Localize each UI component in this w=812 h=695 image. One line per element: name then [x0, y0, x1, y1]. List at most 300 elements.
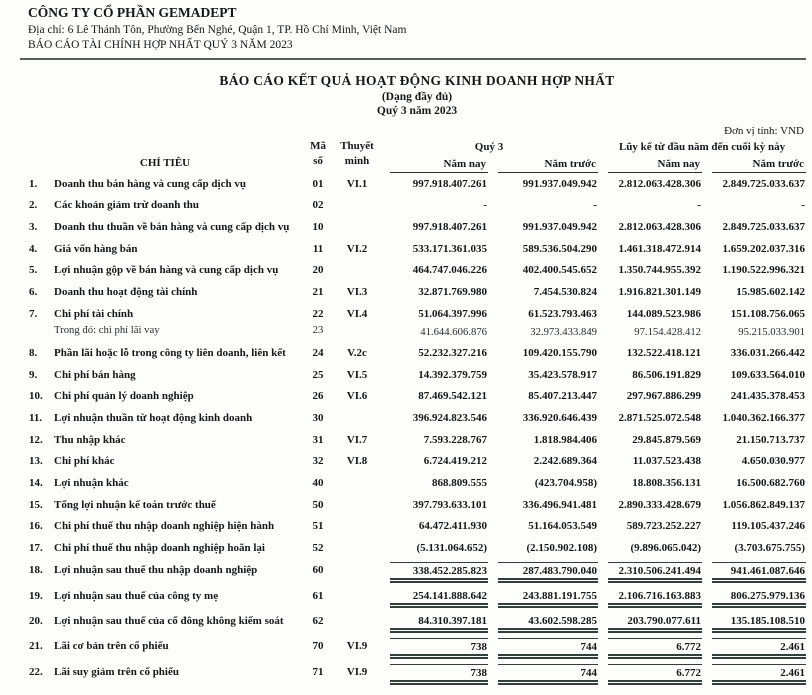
row-code: 26: [312, 390, 324, 403]
value-text: 941.461.087.646: [712, 562, 806, 583]
value-cell: [488, 559, 598, 585]
row-note: [334, 324, 380, 342]
value-cell: [598, 450, 702, 472]
value-cell: [488, 635, 598, 661]
value-text: -: [483, 199, 488, 212]
value-cell: [380, 324, 488, 342]
value-text: -: [801, 199, 806, 212]
title-subtitle-period: Quý 3 năm 2023: [376, 105, 458, 117]
value-text: 744: [498, 638, 598, 659]
value-text: 396.924.823.546: [412, 412, 488, 425]
value-cell: [702, 281, 806, 303]
value-text: 35.423.578.917: [528, 368, 598, 381]
value-cell: [598, 324, 702, 342]
row-label: Lãi suy giảm trên cổ phiếu: [54, 665, 179, 678]
row-note: VI.3: [346, 285, 368, 298]
value-text: 2.812.063.428.306: [618, 177, 702, 190]
value-cell: [380, 238, 488, 260]
value-text: 119.105.437.246: [731, 520, 806, 533]
value-cell: [702, 216, 806, 238]
row-number: 1.: [29, 177, 38, 190]
row-code: 20: [312, 264, 324, 277]
value-text: 336.031.266.442: [730, 347, 806, 360]
value-cell: [488, 407, 598, 429]
value-cell: [380, 303, 488, 325]
row-code: 11: [312, 242, 324, 255]
value-text: 868.809.555: [432, 477, 488, 490]
row-number: 22.: [29, 665, 43, 678]
value-text: 336.920.646.439: [522, 412, 598, 425]
value-cell: [488, 173, 598, 195]
value-cell: [702, 610, 806, 635]
page-title: BÁO CÁO KẾT QUẢ HOẠT ĐỘNG KINH DOANH HỢP NHẤT: [219, 73, 615, 88]
value-cell: [702, 364, 806, 386]
value-cell: [380, 429, 488, 451]
col-header-q3-current-label: Năm nay: [390, 157, 488, 173]
col-header-ytd-current-label: Năm nay: [608, 157, 702, 173]
value-cell: [380, 173, 488, 195]
value-cell: [702, 194, 806, 216]
value-cell: [488, 324, 598, 342]
value-text: 61.523.793.463: [528, 307, 598, 320]
value-text: 287.483.790.040: [498, 562, 598, 583]
row-number: 17.: [29, 541, 43, 554]
row-code: 62: [312, 614, 324, 627]
table-header: [28, 139, 806, 173]
row-code: 21: [312, 285, 324, 298]
row-note: [334, 537, 380, 559]
col-group-q3: Quý 3: [474, 141, 504, 154]
row-code: 51: [312, 520, 324, 533]
title-subtitle-form: (Dạng đầy đủ): [381, 91, 453, 103]
value-cell: [488, 342, 598, 364]
value-text: 64.472.411.930: [418, 520, 488, 533]
table-row: [28, 385, 806, 407]
value-text: 1.916.821.301.149: [618, 285, 702, 298]
col-header-code-line1: Mã: [310, 140, 326, 152]
row-number: 2.: [29, 199, 38, 212]
row-note: VI.6: [346, 390, 368, 403]
row-note: [334, 515, 380, 537]
row-code: 50: [312, 498, 324, 511]
value-text: 338.452.285.823: [390, 562, 488, 583]
header-divider: [20, 58, 806, 60]
value-cell: [380, 259, 488, 281]
value-text: (423.704.958): [534, 477, 598, 490]
row-label: Lợi nhuận sau thuế của công ty mẹ: [54, 589, 219, 602]
value-text: 85.407.213.447: [528, 390, 598, 403]
value-cell: [488, 537, 598, 559]
value-cell: [702, 537, 806, 559]
value-text: 6.772: [608, 638, 702, 659]
value-text: 7.593.228.767: [423, 433, 488, 446]
value-cell: [598, 429, 702, 451]
value-cell: [702, 429, 806, 451]
value-text: 1.461.318.472.914: [618, 242, 702, 255]
value-cell: [488, 385, 598, 407]
table-row: [28, 324, 806, 342]
value-text: 151.108.756.065: [730, 307, 806, 320]
value-text: 14.392.379.759: [418, 368, 488, 381]
row-note: V.2c: [347, 347, 367, 360]
value-cell: [598, 515, 702, 537]
row-number: 7.: [29, 307, 38, 320]
row-number: 19.: [29, 589, 43, 602]
row-label: Lợi nhuận gộp về bán hàng và cung cấp dịch vụ: [54, 264, 279, 277]
value-cell: [488, 610, 598, 635]
value-text: 2.242.689.364: [533, 455, 598, 468]
value-cell: [702, 515, 806, 537]
value-cell: [380, 585, 488, 610]
row-note: [334, 494, 380, 516]
value-text: 806.275.979.136: [712, 588, 806, 608]
row-code: 10: [312, 220, 324, 233]
value-cell: [702, 173, 806, 195]
row-number: 8.: [29, 347, 38, 360]
col-header-note-line2: minh: [344, 154, 370, 167]
value-cell: [380, 216, 488, 238]
value-text: 32.973.433.849: [530, 326, 598, 339]
company-address: Địa chỉ: 6 Lê Thánh Tôn, Phường Bến Nghé, Quận 1, TP. Hồ Chí Minh, Việt Nam: [28, 24, 407, 36]
value-text: 1.040.362.166.377: [722, 412, 806, 425]
col-header-item: CHỈ TIÊU: [139, 156, 191, 169]
value-cell: [598, 610, 702, 635]
row-label: Lãi cơ bản trên cổ phiếu: [54, 639, 169, 652]
value-text: 86.506.191.829: [632, 368, 702, 381]
value-text: 132.522.418.121: [626, 347, 702, 360]
row-note: [334, 194, 380, 216]
value-cell: [702, 585, 806, 610]
value-text: 144.089.523.986: [626, 307, 702, 320]
value-cell: [598, 494, 702, 516]
row-label: Chi phí thuế thu nhập doanh nghiệp hiện hành: [54, 520, 275, 533]
value-text: 397.793.633.101: [412, 498, 488, 511]
value-text: (2.150.902.108): [526, 541, 598, 554]
value-cell: [598, 385, 702, 407]
row-note: VI.7: [346, 433, 368, 446]
value-cell: [488, 281, 598, 303]
value-cell: [380, 194, 488, 216]
title-block: [28, 73, 806, 117]
value-cell: [488, 238, 598, 260]
table-row: [28, 364, 806, 386]
value-cell: [702, 259, 806, 281]
table-row: [28, 537, 806, 559]
row-note: VI.1: [346, 177, 368, 190]
value-cell: [488, 194, 598, 216]
row-label: Chi phí bán hàng: [54, 368, 136, 381]
value-text: 109.420.155.790: [522, 347, 598, 360]
value-text: 16.500.682.760: [736, 477, 806, 490]
row-number: 6.: [29, 285, 38, 298]
table-row: [28, 216, 806, 238]
value-text: 29.845.879.569: [632, 433, 702, 446]
row-note: VI.8: [346, 455, 368, 468]
value-cell: [380, 635, 488, 661]
table-row: [28, 494, 806, 516]
value-text: 15.985.602.142: [736, 285, 806, 298]
col-header-ytd-prior: [702, 154, 806, 173]
row-label: Phần lãi hoặc lỗ trong công ty liên doanh, liên kết: [54, 347, 286, 360]
table-row: [28, 407, 806, 429]
value-text: 464.747.046.226: [412, 264, 488, 277]
value-cell: [598, 661, 702, 687]
col-header-q3-prior: [488, 154, 598, 173]
value-text: 997.918.407.261: [412, 220, 488, 233]
value-cell: [488, 661, 598, 687]
value-cell: [598, 238, 702, 260]
value-text: 51.164.053.549: [528, 520, 598, 533]
row-code: 61: [312, 589, 324, 602]
value-cell: [702, 385, 806, 407]
row-number: 16.: [29, 520, 43, 533]
value-text: 97.154.428.412: [634, 326, 702, 339]
row-number: [28, 324, 54, 342]
value-text: 1.190.522.996.321: [722, 264, 806, 277]
value-cell: [380, 407, 488, 429]
value-text: 2.871.525.072.548: [618, 412, 702, 425]
value-cell: [702, 494, 806, 516]
row-note: [334, 259, 380, 281]
value-text: 991.937.049.942: [522, 177, 598, 190]
row-number: 10.: [29, 390, 43, 403]
value-cell: [702, 238, 806, 260]
value-cell: [380, 610, 488, 635]
value-text: 991.937.049.942: [522, 220, 598, 233]
row-code: 25: [312, 368, 324, 381]
row-note: VI.5: [346, 368, 368, 381]
row-label: Lợi nhuận sau thuế của cổ đông không kiểm soát: [54, 614, 284, 627]
row-note: VI.4: [346, 307, 368, 320]
value-text: 41.644.606.876: [420, 326, 488, 339]
row-label: Chi phí khác: [54, 455, 115, 468]
value-text: 7.454.530.824: [533, 285, 598, 298]
row-code: 01: [312, 177, 324, 190]
table-row: [28, 472, 806, 494]
value-text: 203.790.077.611: [608, 613, 702, 633]
value-cell: [598, 259, 702, 281]
col-header-q3-prior-label: Năm trước: [498, 157, 598, 173]
row-note: [334, 559, 380, 585]
col-group-ytd: Lũy kế từ đầu năm đến cuối kỳ này: [618, 141, 786, 154]
value-cell: [702, 407, 806, 429]
table-row: [28, 429, 806, 451]
value-cell: [598, 364, 702, 386]
table-row: [28, 450, 806, 472]
value-cell: [488, 585, 598, 610]
row-label: Doanh thu hoạt động tài chính: [54, 285, 198, 298]
value-text: 4.650.030.977: [741, 455, 806, 468]
table-row: [28, 515, 806, 537]
report-table-body: [28, 173, 806, 687]
row-number: 3.: [29, 220, 38, 233]
company-name: CÔNG TY CỔ PHẦN GEMADEPT: [28, 5, 237, 20]
value-text: 2.812.063.428.306: [618, 220, 702, 233]
value-text: 997.918.407.261: [412, 177, 488, 190]
value-cell: [488, 364, 598, 386]
row-code: 40: [312, 477, 324, 490]
row-number: 5.: [29, 264, 38, 277]
value-text: 95.215.033.901: [738, 326, 806, 339]
col-header-ytd-current: [598, 154, 702, 173]
value-text: 589.723.252.227: [626, 520, 702, 533]
row-code: 52: [312, 541, 324, 554]
row-code: 24: [312, 347, 324, 360]
value-text: 51.064.397.996: [418, 307, 488, 320]
value-text: 32.871.769.980: [418, 285, 488, 298]
value-cell: [702, 661, 806, 687]
row-note: [334, 585, 380, 610]
value-text: (9.896.065.042): [630, 541, 702, 554]
row-code: 70: [312, 639, 324, 652]
row-number: 18.: [29, 563, 43, 576]
table-row: [28, 281, 806, 303]
value-text: 738: [390, 638, 488, 659]
table-row: [28, 610, 806, 635]
row-label: Giá vốn hàng bán: [54, 242, 138, 255]
value-cell: [380, 494, 488, 516]
row-code: 30: [312, 412, 324, 425]
row-code: 22: [312, 307, 324, 320]
value-cell: [380, 661, 488, 687]
value-cell: [598, 537, 702, 559]
value-text: -: [697, 199, 702, 212]
col-header-q3-current: [380, 154, 488, 173]
table-row: [28, 194, 806, 216]
value-text: 11.037.523.438: [632, 455, 702, 468]
row-note: [334, 472, 380, 494]
table-row: [28, 303, 806, 325]
value-text: 1.056.862.849.137: [722, 498, 806, 511]
row-label: Chi phí thuế thu nhập doanh nghiệp hoãn lại: [54, 541, 265, 554]
row-label: Doanh thu bán hàng và cung cấp dịch vụ: [54, 177, 246, 190]
unit-label: Đơn vị tính: VND: [724, 125, 804, 137]
value-text: 1.350.744.955.392: [618, 264, 702, 277]
table-row: [28, 661, 806, 687]
row-label: Lợi nhuận khác: [54, 477, 129, 490]
row-label: Trong đó: chi phí lãi vay: [54, 324, 160, 337]
row-label: Doanh thu thuần về bán hàng và cung cấp dịch vụ: [54, 220, 290, 233]
value-text: -: [593, 199, 598, 212]
value-cell: [702, 472, 806, 494]
value-text: 2.106.716.163.883: [608, 588, 702, 608]
value-cell: [702, 303, 806, 325]
value-text: 6.724.419.212: [423, 455, 488, 468]
value-cell: [598, 635, 702, 661]
value-text: 52.232.327.216: [418, 347, 488, 360]
row-note: [334, 610, 380, 635]
value-cell: [380, 450, 488, 472]
value-cell: [488, 259, 598, 281]
value-cell: [380, 515, 488, 537]
row-label: Tổng lợi nhuận kế toán trước thuế: [54, 498, 216, 511]
value-cell: [488, 494, 598, 516]
value-cell: [380, 364, 488, 386]
table-row: [28, 585, 806, 610]
value-text: 18.808.356.131: [632, 477, 702, 490]
value-text: 2.461: [712, 638, 806, 659]
value-cell: [380, 385, 488, 407]
value-text: 21.150.713.737: [736, 433, 806, 446]
value-text: 589.536.504.290: [522, 242, 598, 255]
value-text: 336.496.941.481: [522, 498, 598, 511]
value-cell: [598, 585, 702, 610]
row-label: Lợi nhuận thuần từ hoạt động kinh doanh: [54, 412, 253, 425]
row-code: 31: [312, 433, 324, 446]
row-number: 12.: [29, 433, 43, 446]
value-text: (5.131.064.652): [416, 541, 488, 554]
table-row: [28, 238, 806, 260]
value-text: 2.849.725.033.637: [722, 177, 806, 190]
row-code: 60: [312, 563, 324, 576]
row-number: 9.: [29, 368, 38, 381]
col-header-note-line1: Thuyết: [340, 140, 374, 152]
col-header-code-line2: số: [313, 154, 323, 167]
value-cell: [488, 472, 598, 494]
row-number: 15.: [29, 498, 43, 511]
value-cell: [598, 173, 702, 195]
value-cell: [702, 559, 806, 585]
value-text: 2.890.333.428.679: [618, 498, 702, 511]
row-label: Thu nhập khác: [54, 433, 126, 446]
row-label: Chi phí tài chính: [54, 307, 134, 320]
value-cell: [380, 342, 488, 364]
row-note: VI.2: [346, 242, 368, 255]
col-header-note: [334, 139, 380, 173]
row-label: Các khoản giảm trừ doanh thu: [54, 199, 200, 212]
value-cell: [598, 407, 702, 429]
value-text: 402.400.545.652: [522, 264, 598, 277]
row-label: Chi phí quản lý doanh nghiệp: [54, 390, 194, 403]
value-cell: [598, 303, 702, 325]
value-text: 109.633.564.010: [730, 368, 806, 381]
row-note: VI.9: [346, 665, 368, 678]
value-cell: [702, 450, 806, 472]
value-cell: [702, 635, 806, 661]
value-text: 2.849.725.033.637: [722, 220, 806, 233]
value-cell: [598, 216, 702, 238]
row-number: 14.: [29, 477, 43, 490]
value-text: 43.602.598.285: [498, 613, 598, 633]
value-text: 2.310.506.241.494: [608, 562, 702, 583]
row-note: [334, 216, 380, 238]
value-text: 135.185.108.510: [712, 613, 806, 633]
row-code: 32: [312, 455, 324, 468]
value-cell: [380, 537, 488, 559]
table-row: [28, 635, 806, 661]
value-text: 87.469.542.121: [418, 390, 488, 403]
value-cell: [702, 324, 806, 342]
value-text: 2.461: [712, 664, 806, 685]
row-code: 02: [312, 199, 324, 212]
value-cell: [598, 194, 702, 216]
value-text: 243.881.191.755: [498, 588, 598, 608]
value-cell: [598, 559, 702, 585]
value-cell: [598, 472, 702, 494]
value-cell: [488, 515, 598, 537]
value-cell: [488, 216, 598, 238]
row-note: VI.9: [346, 639, 368, 652]
value-text: 533.171.361.035: [412, 242, 488, 255]
value-cell: [488, 303, 598, 325]
row-code: 23: [312, 324, 324, 337]
table-row: [28, 259, 806, 281]
value-text: 6.772: [608, 664, 702, 685]
value-cell: [702, 342, 806, 364]
value-text: 241.435.378.453: [730, 390, 806, 403]
report-line: BÁO CÁO TÀI CHÍNH HỢP NHẤT QUÝ 3 NĂM 2023: [28, 39, 293, 51]
row-code: 71: [312, 665, 324, 678]
